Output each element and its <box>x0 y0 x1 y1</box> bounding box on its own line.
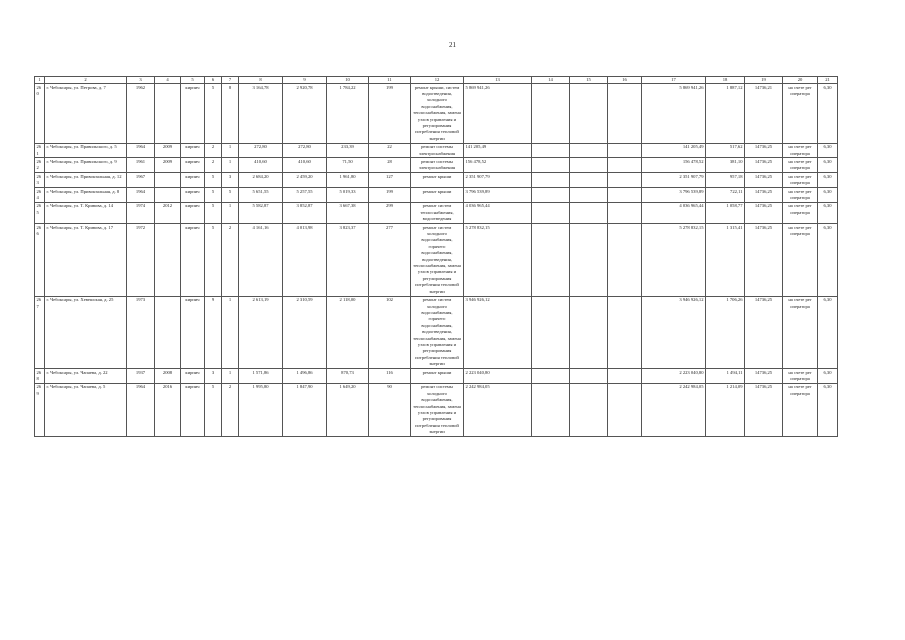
table-cell-col-16 <box>608 173 642 188</box>
table-cell-col-16 <box>608 296 642 368</box>
table-cell-col-10: 3 667,38 <box>327 202 369 223</box>
table-cell-col-8: 1 995,80 <box>239 383 283 436</box>
table-cell-col-1: 265 <box>35 202 45 223</box>
table-cell-col-18: 517,62 <box>706 143 745 158</box>
table-cell-col-17: 2 223 040,80 <box>642 369 706 384</box>
table-row <box>35 173 838 188</box>
column-number-16: 16 <box>608 77 642 84</box>
table-cell-col-13: 2 351 907,79 <box>464 173 532 188</box>
table-cell-col-6: 5 <box>205 173 222 188</box>
table-cell-col-13: 3 946 926,12 <box>464 296 532 368</box>
table-cell-col-9: 1 496,86 <box>283 369 327 384</box>
table-cell-col-4 <box>155 296 181 368</box>
table-row <box>35 296 838 368</box>
table-cell-col-17: 141 205,49 <box>642 143 706 158</box>
table-cell-col-7: 5 <box>222 188 239 203</box>
table-cell-col-10: 1 784,22 <box>327 84 369 144</box>
table-cell-col-8: 5 651,55 <box>239 188 283 203</box>
table-cell-col-7: 1 <box>222 296 239 368</box>
table-cell-col-3: 1973 <box>127 296 155 368</box>
table-cell-col-12: ремонт систем холодного водоснабжения, горячего водоснабжения, водоотведения, теплоснабжения, замена узлов управления и регулирования потребления тепловой энергии <box>411 296 464 368</box>
table-cell-col-17: 2 242 984,05 <box>642 383 706 436</box>
table-cell-col-16 <box>608 143 642 158</box>
table-cell-col-6: 9 <box>205 296 222 368</box>
table-cell-col-8: 3 164,78 <box>239 84 283 144</box>
table-cell-col-1: 263 <box>35 173 45 188</box>
table-cell-col-11: 127 <box>369 173 411 188</box>
table-cell-col-21: 6,30 <box>818 296 838 368</box>
table-cell-col-3: 1961 <box>127 158 155 173</box>
table-cell-col-18: 1 706,26 <box>706 296 745 368</box>
table-cell-col-1: 268 <box>35 369 45 384</box>
table-cell-col-19: 14736,25 <box>745 296 783 368</box>
table-cell-col-12: ремонт системы электроснабжения <box>411 158 464 173</box>
table-cell-col-8: 410,60 <box>239 158 283 173</box>
table-cell-col-14 <box>532 296 570 368</box>
table-cell-col-8: 272,80 <box>239 143 283 158</box>
table-cell-col-17: 5 869 941,26 <box>642 84 706 144</box>
table-cell-col-8: 1 571,86 <box>239 369 283 384</box>
column-number-21: 21 <box>818 77 838 84</box>
table-cell-col-16 <box>608 224 642 296</box>
table-cell-col-6: 2 <box>205 158 222 173</box>
table-cell-col-1: 269 <box>35 383 45 436</box>
table-cell-col-14 <box>532 369 570 384</box>
table-cell-col-15 <box>570 296 608 368</box>
table-cell-col-21: 6,30 <box>818 84 838 144</box>
table-cell-col-6: 5 <box>205 202 222 223</box>
column-number-5: 5 <box>181 77 205 84</box>
table-cell-col-15 <box>570 188 608 203</box>
table-cell-col-3: 1964 <box>127 383 155 436</box>
table-cell-col-6: 5 <box>205 84 222 144</box>
column-number-15: 15 <box>570 77 608 84</box>
table-cell-col-14 <box>532 173 570 188</box>
table-cell-col-18: 1 494,11 <box>706 369 745 384</box>
table-cell-col-9: 410,60 <box>283 158 327 173</box>
table-cell-col-9: 1 847,90 <box>283 383 327 436</box>
table-cell-col-15 <box>570 84 608 144</box>
table-cell-col-21: 6,30 <box>818 383 838 436</box>
table-cell-col-8: 4 161,16 <box>239 224 283 296</box>
table-row <box>35 202 838 223</box>
table-cell-col-13: 5 869 941,26 <box>464 84 532 144</box>
table-cell-col-13: 2 242 984,05 <box>464 383 532 436</box>
table-cell-col-6: 5 <box>205 383 222 436</box>
table-cell-col-20: на счете рег оператора <box>783 369 818 384</box>
table-cell-col-19: 14736,25 <box>745 173 783 188</box>
table-cell-col-14 <box>532 158 570 173</box>
table-cell-col-3: 1964 <box>127 188 155 203</box>
table-cell-col-21: 6,30 <box>818 202 838 223</box>
table-cell-col-13: 141 205,49 <box>464 143 532 158</box>
table-cell-col-5: кирпич <box>181 188 205 203</box>
table-cell-col-21: 6,30 <box>818 173 838 188</box>
table-cell-col-18: 957,18 <box>706 173 745 188</box>
table-cell-col-2: г. Чебоксары, ул. Петрова, д. 7 <box>45 84 127 144</box>
table-cell-col-7: 2 <box>222 224 239 296</box>
table-cell-col-1: 267 <box>35 296 45 368</box>
table-cell-col-11: 28 <box>369 158 411 173</box>
table-row <box>35 84 838 144</box>
table-cell-col-2: г. Чебоксары, ул. Правильского, д. 5 <box>45 143 127 158</box>
table-cell-col-12: ремонт систем холодного водоснабжения, горячего водоснабжения, водоотведения, теплоснабжения, замена узлов управления и регулирования потребления тепловой энергии <box>411 224 464 296</box>
column-number-13: 13 <box>464 77 532 84</box>
table-cell-col-17: 3 946 926,12 <box>642 296 706 368</box>
table-cell-col-18: 1 214,09 <box>706 383 745 436</box>
table-cell-col-12: ремонт системы холодного водоснабжения, теплоснабжения, замена узлов управления и регулирования потребления тепловой энергии <box>411 383 464 436</box>
table-cell-col-18: 1 315,41 <box>706 224 745 296</box>
table-cell-col-15 <box>570 383 608 436</box>
table-cell-col-3: 1972 <box>127 224 155 296</box>
table-cell-col-12: ремонт крыши <box>411 369 464 384</box>
table-cell-col-20: на счете рег оператора <box>783 188 818 203</box>
table-cell-col-2: г. Чебоксары, ул. Чапаева, д. 22 <box>45 369 127 384</box>
table-cell-col-11: 22 <box>369 143 411 158</box>
table-row <box>35 369 838 384</box>
table-cell-col-13: 5 278 832,15 <box>464 224 532 296</box>
table-cell-col-1: 260 <box>35 84 45 144</box>
table-cell-col-16 <box>608 158 642 173</box>
table-cell-col-5: кирпич <box>181 224 205 296</box>
table-cell-col-14 <box>532 383 570 436</box>
table-cell-col-13: 3 796 539,89 <box>464 188 532 203</box>
table-cell-col-10: 1 649,20 <box>327 383 369 436</box>
table-cell-col-10: 233,39 <box>327 143 369 158</box>
table-cell-col-10: 2 118,00 <box>327 296 369 368</box>
table-cell-col-10: 3 823,37 <box>327 224 369 296</box>
table-cell-col-10: 1 961,80 <box>327 173 369 188</box>
data-table <box>34 76 838 437</box>
table-cell-col-12: ремонт системы электроснабжения <box>411 143 464 158</box>
table-cell-col-10: 5 019,33 <box>327 188 369 203</box>
table-cell-col-15 <box>570 173 608 188</box>
column-number-row <box>35 77 838 84</box>
table-cell-col-6: 5 <box>205 224 222 296</box>
table-cell-col-6: 3 <box>205 369 222 384</box>
table-cell-col-17: 2 351 907,79 <box>642 173 706 188</box>
table-cell-col-14 <box>532 188 570 203</box>
table-cell-col-16 <box>608 84 642 144</box>
table-cell-col-10: 71,50 <box>327 158 369 173</box>
table-cell-col-4: 2009 <box>155 158 181 173</box>
table-cell-col-16 <box>608 369 642 384</box>
table-cell-col-19: 14736,21 <box>745 84 783 144</box>
table-cell-col-20: на счете рег оператора <box>783 143 818 158</box>
column-number-9: 9 <box>283 77 327 84</box>
table-cell-col-4: 2009 <box>155 143 181 158</box>
table-cell-col-4: 2008 <box>155 369 181 384</box>
column-number-10: 10 <box>327 77 369 84</box>
table-row <box>35 143 838 158</box>
table-cell-col-14 <box>532 143 570 158</box>
table-cell-col-4 <box>155 188 181 203</box>
table-cell-col-14 <box>532 84 570 144</box>
table-cell-col-9: 3 852,87 <box>283 202 327 223</box>
table-cell-col-20: на счете рег оператора <box>783 202 818 223</box>
table-cell-col-20: на счете рег оператора <box>783 296 818 368</box>
table-cell-col-7: 1 <box>222 143 239 158</box>
table-cell-col-2: г. Чебоксары, ул. Правильского, д. 9 <box>45 158 127 173</box>
table-cell-col-7: 1 <box>222 369 239 384</box>
table-cell-col-9: 4 013,98 <box>283 224 327 296</box>
table-cell-col-12: ремонт крыши <box>411 188 464 203</box>
table-cell-col-21: 6,30 <box>818 369 838 384</box>
table-cell-col-14 <box>532 224 570 296</box>
table-cell-col-1: 261 <box>35 143 45 158</box>
table-cell-col-1: 262 <box>35 158 45 173</box>
table-cell-col-12: ремонт систем теплоснабжения, водоотведения <box>411 202 464 223</box>
column-number-2: 2 <box>45 77 127 84</box>
table-cell-col-13: 2 223 040,80 <box>464 369 532 384</box>
table-row <box>35 224 838 296</box>
table-cell-col-21: 6,30 <box>818 158 838 173</box>
table-cell-col-20: на счете рег оператора <box>783 383 818 436</box>
table-row <box>35 188 838 203</box>
table-cell-col-19: 14736,25 <box>745 158 783 173</box>
table-cell-col-2: г. Чебоксары, ул. Чапаева, д. 5 <box>45 383 127 436</box>
table-cell-col-8: 2 684,20 <box>239 173 283 188</box>
column-number-7: 7 <box>222 77 239 84</box>
column-number-6: 6 <box>205 77 222 84</box>
table-cell-col-4 <box>155 173 181 188</box>
table-cell-col-9: 272,80 <box>283 143 327 158</box>
table-cell-col-6: 2 <box>205 143 222 158</box>
table-cell-col-3: 1964 <box>127 143 155 158</box>
table-cell-col-15 <box>570 224 608 296</box>
table-cell-col-16 <box>608 202 642 223</box>
table-cell-col-13: 156 478,52 <box>464 158 532 173</box>
table-cell-col-12: ремонт крыши, систем водоотведения, холодного водоснабжения, теплоснабжения, замена узлов управления и регулирования потребления тепловой энергии <box>411 84 464 144</box>
table-cell-col-21: 6,30 <box>818 143 838 158</box>
table-cell-col-11: 199 <box>369 84 411 144</box>
column-number-17: 17 <box>642 77 706 84</box>
table-cell-col-17: 3 796 539,89 <box>642 188 706 203</box>
table-cell-col-4 <box>155 84 181 144</box>
table-body <box>35 84 838 437</box>
table-cell-col-15 <box>570 202 608 223</box>
table-cell-col-3: 1974 <box>127 202 155 223</box>
table-cell-col-20: на счете рег оператора <box>783 173 818 188</box>
table-cell-col-13: 4 036 965,44 <box>464 202 532 223</box>
table-cell-col-11: 102 <box>369 296 411 368</box>
table-cell-col-3: 1937 <box>127 369 155 384</box>
table-cell-col-4: 2016 <box>155 383 181 436</box>
table-cell-col-20: на счете рег оператора <box>783 84 818 144</box>
table-cell-col-5: кирпич <box>181 369 205 384</box>
table-cell-col-12: ремонт крыши <box>411 173 464 188</box>
column-number-11: 11 <box>369 77 411 84</box>
table-cell-col-4: 2012 <box>155 202 181 223</box>
column-number-19: 19 <box>745 77 783 84</box>
table-cell-col-11: 116 <box>369 369 411 384</box>
table-cell-col-19: 14736,25 <box>745 224 783 296</box>
table-cell-col-7: 3 <box>222 173 239 188</box>
table-cell-col-20: на счете рег оператора <box>783 224 818 296</box>
table-cell-col-4 <box>155 224 181 296</box>
table-cell-col-9: 5 257,55 <box>283 188 327 203</box>
table-cell-col-5: кирпич <box>181 202 205 223</box>
table-cell-col-1: 266 <box>35 224 45 296</box>
table-cell-col-9: 2 920,78 <box>283 84 327 144</box>
table-cell-col-2: г. Чебоксары, ул. Т. Кривова, д. 17 <box>45 224 127 296</box>
table-cell-col-9: 2 310,59 <box>283 296 327 368</box>
table-cell-col-19: 14736,25 <box>745 369 783 384</box>
table-cell-col-8: 5 582,87 <box>239 202 283 223</box>
table-cell-col-11: 90 <box>369 383 411 436</box>
table-cell-col-19: 14736,25 <box>745 143 783 158</box>
table-cell-col-17: 5 278 832,15 <box>642 224 706 296</box>
table-cell-col-2: г. Чебоксары, ул. Привокзальная, д. 8 <box>45 188 127 203</box>
table-cell-col-8: 2 613,19 <box>239 296 283 368</box>
table-cell-col-5: кирпич <box>181 143 205 158</box>
column-number-18: 18 <box>706 77 745 84</box>
table-cell-col-18: 381,10 <box>706 158 745 173</box>
table-cell-col-2: г. Чебоксары, ул. Т. Кривова, д. 14 <box>45 202 127 223</box>
table-cell-col-19: 14736,25 <box>745 202 783 223</box>
table-cell-col-11: 277 <box>369 224 411 296</box>
table-cell-col-11: 299 <box>369 202 411 223</box>
column-number-12: 12 <box>411 77 464 84</box>
table-cell-col-18: 722,11 <box>706 188 745 203</box>
column-number-3: 3 <box>127 77 155 84</box>
table-cell-col-19: 14736,25 <box>745 383 783 436</box>
table-cell-col-3: 1967 <box>127 173 155 188</box>
table-cell-col-5: кирпич <box>181 173 205 188</box>
table-cell-col-15 <box>570 369 608 384</box>
table-cell-col-11: 199 <box>369 188 411 203</box>
table-row <box>35 383 838 436</box>
table-cell-col-7: 2 <box>222 383 239 436</box>
table-cell-col-14 <box>532 202 570 223</box>
table-cell-col-1: 264 <box>35 188 45 203</box>
table-cell-col-21: 6,30 <box>818 188 838 203</box>
table-cell-col-17: 4 036 965,44 <box>642 202 706 223</box>
table-cell-col-18: 1 058,77 <box>706 202 745 223</box>
table-cell-col-15 <box>570 143 608 158</box>
column-number-4: 4 <box>155 77 181 84</box>
table-cell-col-7: 1 <box>222 158 239 173</box>
table-cell-col-2: г. Чебоксары, ул. Привокзальная, д. 12 <box>45 173 127 188</box>
table-cell-col-5: кирпич <box>181 296 205 368</box>
table-cell-col-10: 870,73 <box>327 369 369 384</box>
table-cell-col-21: 6,30 <box>818 224 838 296</box>
table-cell-col-9: 2 459,20 <box>283 173 327 188</box>
column-number-14: 14 <box>532 77 570 84</box>
table-cell-col-7: 8 <box>222 84 239 144</box>
table-cell-col-17: 156 478,52 <box>642 158 706 173</box>
table-cell-col-19: 14736,25 <box>745 188 783 203</box>
table-cell-col-5: кирпич <box>181 158 205 173</box>
table-cell-col-3: 1962 <box>127 84 155 144</box>
table-cell-col-2: г. Чебоксары, ул. Хевешская, д. 25 <box>45 296 127 368</box>
table-cell-col-18: 1 887,12 <box>706 84 745 144</box>
table-cell-col-16 <box>608 383 642 436</box>
table-cell-col-5: кирпич <box>181 84 205 144</box>
column-number-1: 1 <box>35 77 45 84</box>
column-number-8: 8 <box>239 77 283 84</box>
table-row <box>35 158 838 173</box>
table-cell-col-7: 1 <box>222 202 239 223</box>
table-cell-col-6: 5 <box>205 188 222 203</box>
page-number: 21 <box>449 41 456 49</box>
column-number-20: 20 <box>783 77 818 84</box>
table-cell-col-16 <box>608 188 642 203</box>
table-cell-col-15 <box>570 158 608 173</box>
table-cell-col-20: на счете рег оператора <box>783 158 818 173</box>
table-cell-col-5: кирпич <box>181 383 205 436</box>
